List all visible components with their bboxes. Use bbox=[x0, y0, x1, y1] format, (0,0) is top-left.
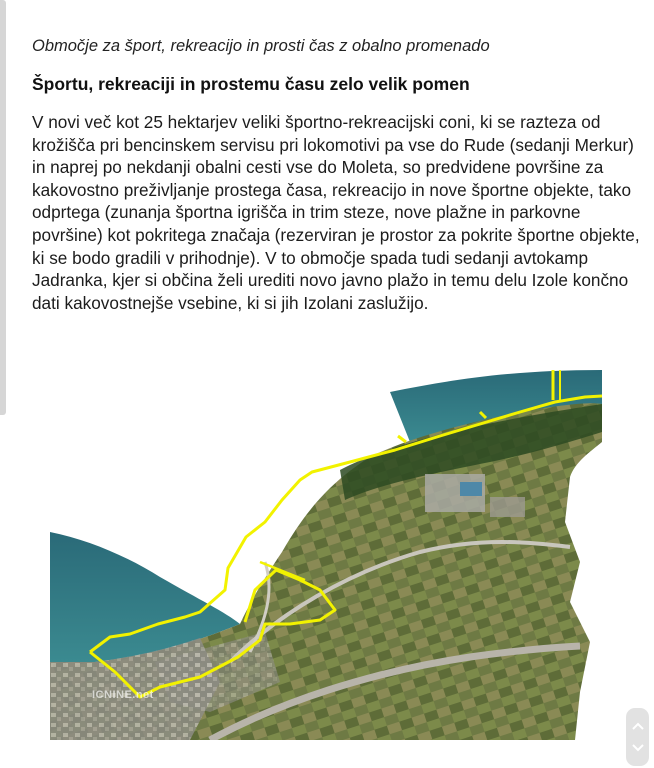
paragraph-line: dati kakovostnejše vsebine, ki si jih Izolani zaslužijo. bbox=[32, 292, 429, 313]
paragraph-line: V novi več kot 25 hektarjev veliki športno-rekreacijski coni, ki se razteza od bbox=[32, 112, 601, 132]
article-paragraph bbox=[32, 111, 652, 314]
paragraph-line: površine) kot pokritega značaja (rezerviran je prostor za pokrite športne objekte, bbox=[32, 224, 640, 245]
aerial-map-svg bbox=[50, 362, 605, 740]
aerial-map-image bbox=[50, 362, 605, 740]
paragraph-line: kakovostno preživljanje prostega časa, rekreacijo in nove športne objekte, tako bbox=[32, 179, 632, 200]
article-heading: Športu, rekreaciji in prostemu času zelo velik pomen bbox=[32, 74, 470, 94]
paragraph-line: ki se bodo gradili v prihodnje). V to območje spada tudi sedanji avtokamp bbox=[32, 247, 589, 268]
side-panel-edge bbox=[0, 0, 6, 415]
paragraph-line: Jadranka, kjer si občina želi urediti novo javno plažo in temu delu Izole končno bbox=[32, 270, 629, 291]
paragraph-line: odprtega (zunanja športna igrišča in trim steze, nove plažne in parkovne bbox=[32, 202, 581, 223]
chevron-down-icon[interactable] bbox=[630, 739, 646, 757]
map-watermark: ICNINE.net bbox=[92, 689, 154, 701]
article-subtitle: Območje za šport, rekreacijo in prosti čas z obalno promenado bbox=[32, 37, 490, 55]
chevron-up-icon[interactable] bbox=[630, 717, 646, 735]
paragraph-line: in naprej po nekdanji obalni cesti vse do Moleta, so predvidene površine za bbox=[32, 157, 604, 178]
scroll-navigation[interactable] bbox=[626, 708, 649, 766]
paragraph-line: krožišča pri bencinskem servisu pri lokomotivi pa vse do Rude (sedanji Merkur) bbox=[32, 134, 634, 155]
